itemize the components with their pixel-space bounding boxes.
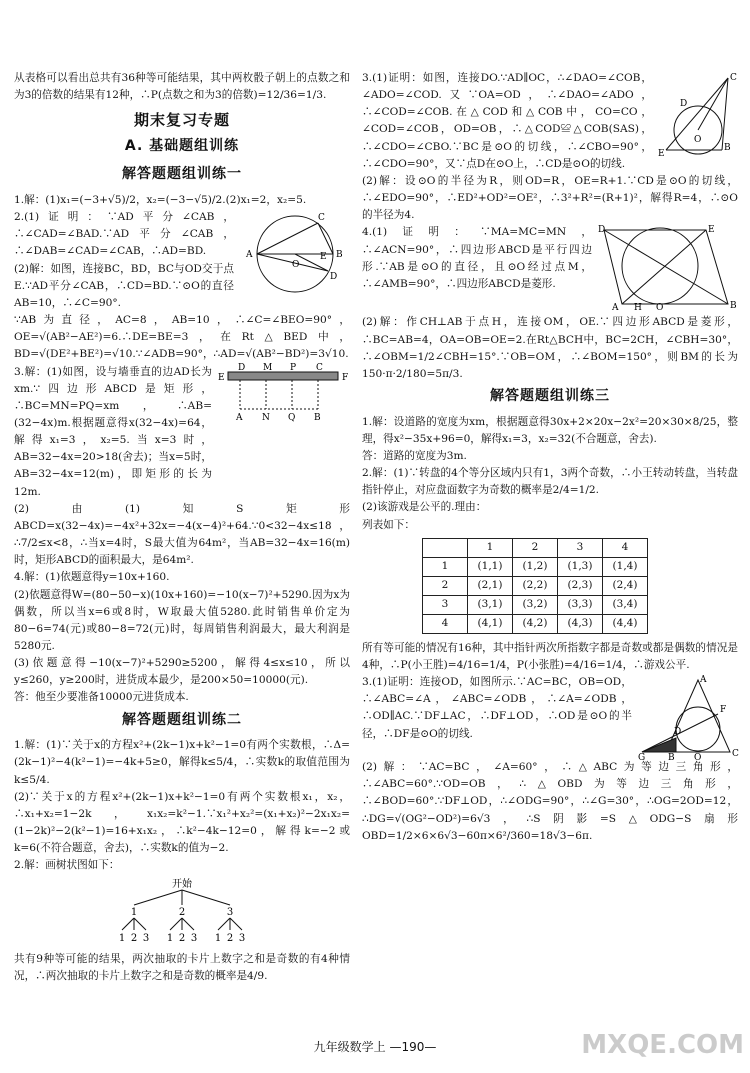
r-item-3: 4.(1)证明：∵MA=MC=MN，∴∠ACN=90°，∴四边形ABCD是平行四边形.∵AB是⊙O的直径，且⊙O经过点M，∴∠AMB=90°，∴四边形ABCD是菱形. — [362, 226, 592, 290]
g3-item-4: (2)该游戏是公平的.理由： — [362, 501, 487, 514]
g2-item-2: (2)∵关于x的方程x²+(2k−1)x+k²−1=0有两个实数根x₁，x₂，∴x₁+x₂=1−2k，x₁x₂=k²−1.∵x₁²+x₂²=(x₁+x₂)²−2x₁x₂=(1−2k)²−2(k²−1)=16+x₁x₂，∴k²−4k−12=0，解得k=−2或k=6(不符合题意，舍去)，∴实数k的值为−2. — [14, 790, 350, 855]
table-cell: 2 — [423, 576, 468, 595]
r-item-2: (2)解：设⊙O的半径为R，则OD=R，OE=R+1.∵CD是⊙O的切线，∴∠EDO=90°，∴ED²+OD²=OE²，∴3²+R²=(R+1)²，解得R=4，∴⊙O的半径为4. — [362, 174, 738, 222]
probability-table — [422, 538, 648, 634]
g3-after-3: (2)解：∵AC=BC，∠A=60°，∴△ABC为等边三角形，∴∠ABC=60°.∵OD=OB，∴△OBD为等边三角形，∴∠BOD=60°.∵DF⊥OD，∴∠ODG=90°，∴∠G=30°，∴OG=2OD=12，∴DG=√(OG²−OD²)=6√3，∴S阴影=S△ODG−S扇形OBD=1/2×6×6√3−60π×6²/360=18√3−6π. — [362, 761, 738, 842]
tree-diagram — [14, 875, 350, 945]
g1-item-6: (2)由(1)知S矩形ABCD=x(32−4x)=−4x²+32x=−4(x−4)²+64.∵0<32−4x≤18，∴7/2≤x<8，∴当x=4时，S最大值为64m²，当AB=32−4x=16(m)时，矩形ABCD的面积最大，是64m². — [14, 502, 350, 567]
rhombus-figure — [598, 224, 738, 314]
subsection-a: A. 基础题组训练 — [124, 137, 240, 154]
table-cell: (4,1) — [468, 614, 513, 633]
svg-text:G: G — [638, 753, 646, 764]
svg-text:B: B — [730, 301, 737, 312]
svg-text:F: F — [342, 372, 349, 383]
svg-text:C: C — [730, 73, 737, 83]
svg-text:A: A — [246, 250, 253, 261]
intro-text: 从表格可以看出总共有36种等可能结果，其中两枚骰子朝上的点数之和为3的倍数的结果有12种，∴P(点数之和为3的倍数)=12/36=1/3. — [14, 72, 350, 102]
watermark: MXQE.COM — [581, 1030, 744, 1060]
g2-item-1: 1.解：(1)∵关于x的方程x²+(2k−1)x+k²−1=0有两个实数根，∴Δ=(2k−1)²−4(k²−1)=−4k+5≥0，解得k≤5/4，∴实数k的取值范围为k≤5/4. — [14, 739, 350, 786]
table-cell: (2,3) — [558, 576, 603, 595]
tree-node: 2 — [178, 906, 186, 918]
circle-figure-2 — [658, 70, 738, 160]
svg-text:F: F — [720, 705, 727, 716]
svg-text:C: C — [316, 362, 323, 373]
g1-item-5: 3.解：(1)如图，设与墙垂直的边AD长为xm.∵四边形ABCD是矩形，∴BC=MN=PQ=xm，∴AB=(32−4x)m.根据题意得x(32−4x)=64，解得x₁=3，x₂=5.当x=3时，AB=32−4x=20>18(舍去)；当x=5时，AB=32−4x=12(m)，即矩形的长为12m. — [14, 365, 212, 498]
svg-text:Q: Q — [288, 412, 296, 423]
g1-item-8: (2)依题意得W=(80−50−x)(10x+160)=−10(x−7)²+5290.因为x为偶数，所以当x=6或8时，W取最大值5280.此时销售单价定为80−6=74(元)或80−8=72(元)时，每周销售利润最大，最大利润是5280元. — [14, 588, 350, 653]
table-cell: 1 — [468, 538, 513, 557]
svg-text:H: H — [634, 303, 642, 314]
svg-text:B: B — [314, 412, 321, 423]
group3-title: 解答题题组训练三 — [490, 388, 610, 405]
g1-item-2: 2.(1)证明：∵AD平分∠CAB，∴∠CAD=∠BAD.∵AD平分∠CAB，∴∠DAB=∠CAD=∠CAB，∴AD=BD. — [14, 211, 234, 258]
table-cell: 3 — [558, 538, 603, 557]
svg-text:E: E — [658, 149, 665, 159]
svg-text:D: D — [238, 362, 246, 373]
svg-text:E: E — [320, 252, 327, 263]
svg-text:C: C — [732, 749, 739, 760]
svg-text:N: N — [262, 412, 270, 423]
group2-title: 解答题题组训练二 — [122, 711, 242, 728]
table-cell: (3,2) — [513, 595, 558, 614]
table-row — [423, 595, 648, 614]
fence-figure — [218, 364, 350, 424]
table-cell: 1 — [423, 557, 468, 576]
g3-item-2: 答：道路的宽度为3m. — [362, 450, 467, 463]
tree-leaf: 3 — [142, 932, 150, 944]
g1-item-7: 4.解：(1)依题意得y=10x+160. — [14, 571, 170, 584]
table-cell: (2,1) — [468, 576, 513, 595]
table-cell: 2 — [513, 538, 558, 557]
table-cell: (1,4) — [603, 557, 648, 576]
table-cell: 4 — [603, 538, 648, 557]
svg-text:B: B — [724, 143, 731, 153]
table-row — [423, 576, 648, 595]
table-header-row — [423, 538, 648, 557]
g1-item-10: 答：他至少要准备10000元进货成本. — [14, 691, 189, 704]
table-cell: (3,3) — [558, 595, 603, 614]
r-item-4: (2)解：作CH⊥AB于点H，连接OM，OE.∵四边形ABCD是菱形，∴BC=AB=4，OA=OB=OE=2.在Rt△BCH中，BC=2CH，∠CBH=30°，∴∠OBM=1/2∠CBH=15°.∵OB=OM，∴∠BOM=150°，则BM的长为150·π·2/180=5π/3. — [362, 316, 738, 380]
table-row — [423, 614, 648, 633]
svg-text:M: M — [263, 362, 273, 373]
tree-node: 1 — [130, 906, 138, 918]
tree-leaf: 2 — [226, 932, 234, 944]
table-cell: (1,3) — [558, 557, 603, 576]
table-cell: (2,4) — [603, 576, 648, 595]
svg-text:D: D — [674, 727, 682, 738]
r-item-1: 3.(1)证明：如图，连接DO.∵AD∥OC，∴∠DAO=∠COB，∠ADO=∠COD.又∵OA=OD，∴∠DAO=∠ADO，∴∠COD=∠COB.在△COD和△COB中，CO=CO，∠COD=∠COB，OD=OB，∴△COD≌△COB(SAS)，∴∠CDO=∠CBO.∵BC是⊙O的切线，∴∠CBO=90°，∴∠CDO=90°，又∵点D在⊙O上，∴CD是⊙O的切线. — [362, 72, 652, 170]
svg-text:O: O — [292, 260, 300, 271]
svg-text:A: A — [612, 303, 619, 314]
table-cell: 4 — [423, 614, 468, 633]
g2-item-3: 2.解：画树状图如下： — [14, 859, 120, 872]
page-footer: 九年级数学上 —190— — [313, 1040, 437, 1054]
table-cell: (4,2) — [513, 614, 558, 633]
table-cell: (3,1) — [468, 595, 513, 614]
g1-item-1: 1.解：(1)x₁=(−3+√5)/2，x₂=(−3−√5)/2.(2)x₁=2，x₂=5. — [14, 193, 307, 206]
g3-after-1: 所有等可能的情况有16种，其中指针两次所指数字都是奇数或都是偶数的情况是4种，∴P(小王胜)=4/16=1/4，P(小张胜)=4/16=1/4，∴游戏公平. — [362, 641, 738, 671]
table-cell: (2,2) — [513, 576, 558, 595]
g1-item-4: ∵AB为直径，AC=8，AB=10，∴∠C=∠BEO=90°，OE=√(AB²−AE²)=6.∴DE=BE=3，在Rt△BED中，BD=√(DE²+BE²)=√10.∵∠ADB=90°，∴AD=√(AB²−BD²)=3√10. — [14, 314, 350, 361]
table-cell: (4,3) — [558, 614, 603, 633]
g3-item-5: 列表如下： — [362, 518, 415, 531]
svg-text:O: O — [656, 303, 664, 314]
tree-leaf: 2 — [130, 932, 138, 944]
g1-item-9: (3)依题意得−10(x−7)²+5290≥5200，解得4≤x≤10，所以y≤260，y≥200时，进货成本最少，是200×50=10000(元). — [14, 657, 350, 687]
tree-root: 开始 — [172, 878, 192, 890]
table-cell: (3,4) — [603, 595, 648, 614]
table-row — [423, 557, 648, 576]
table-cell: (1,2) — [513, 557, 558, 576]
tree-node: 3 — [226, 906, 234, 918]
g1-item-3: (2)解：如图，连接BC，BD，BC与OD交于点E.∵AD平分∠CAB，∴CD=BD.∵⊙O的直径AB=10，∴∠C=90°. — [14, 262, 234, 309]
g3-item-3: 2.解：(1)∵转盘的4个等分区域内只有1，3两个奇数，∴小王转动转盘，当转盘指针停止，对应盘面数字为奇数的概率是2/4=1/2. — [362, 467, 738, 497]
g3-item-1: 1.解：设道路的宽度为xm，根据题意得30x+2×20x−2x²=20×30×8/25，整理，得x²−35x+96=0，解得x₁=3，x₂=32(不合题意，舍去). — [362, 415, 738, 445]
tree-leaf: 1 — [214, 932, 222, 944]
svg-text:B: B — [668, 753, 675, 764]
g3-after-2: 3.(1)证明：连接OD，如图所示.∵AC=BC，OB=OD，∴∠ABC=∠A，∠ABC=∠ODB，∴∠A=∠ODB，∴OD∥AC.∵DF⊥AC，∴DF⊥OD，∴OD是⊙O的半径，∴DF是⊙O的切线. — [362, 676, 632, 740]
table-cell: (4,4) — [603, 614, 648, 633]
g2-item-4: 共有9种等可能的结果，两次抽取的卡片上数字之和是奇数的有4种情况，∴两次抽取的卡片上数字之和是奇数的概率是4/9. — [14, 952, 350, 982]
tree-leaf: 2 — [178, 932, 186, 944]
svg-text:E: E — [218, 372, 225, 383]
svg-text:B: B — [336, 250, 343, 261]
left-column — [14, 70, 350, 985]
svg-text:D: D — [330, 272, 338, 283]
svg-text:C: C — [318, 213, 325, 224]
table-cell — [423, 538, 468, 557]
tree-leaf: 1 — [166, 932, 174, 944]
group1-title: 解答题题组训练一 — [122, 166, 242, 183]
svg-text:A: A — [700, 675, 707, 686]
svg-text:D: D — [680, 99, 688, 109]
right-column — [362, 70, 738, 845]
tree-leaf: 3 — [238, 932, 246, 944]
svg-text:O: O — [694, 753, 702, 764]
svg-text:O: O — [694, 135, 702, 145]
tree-leaf: 3 — [190, 932, 198, 944]
table-cell: 3 — [423, 595, 468, 614]
circle-figure-1 — [240, 209, 350, 299]
tree-leaf: 1 — [118, 932, 126, 944]
triangle-circle-figure — [638, 674, 739, 764]
svg-text:E: E — [708, 225, 715, 236]
table-cell: (1,1) — [468, 557, 513, 576]
svg-text:D: D — [598, 225, 606, 236]
section-title: 期末复习专题 — [133, 111, 230, 130]
svg-text:P: P — [290, 362, 297, 373]
svg-text:A: A — [236, 412, 243, 423]
